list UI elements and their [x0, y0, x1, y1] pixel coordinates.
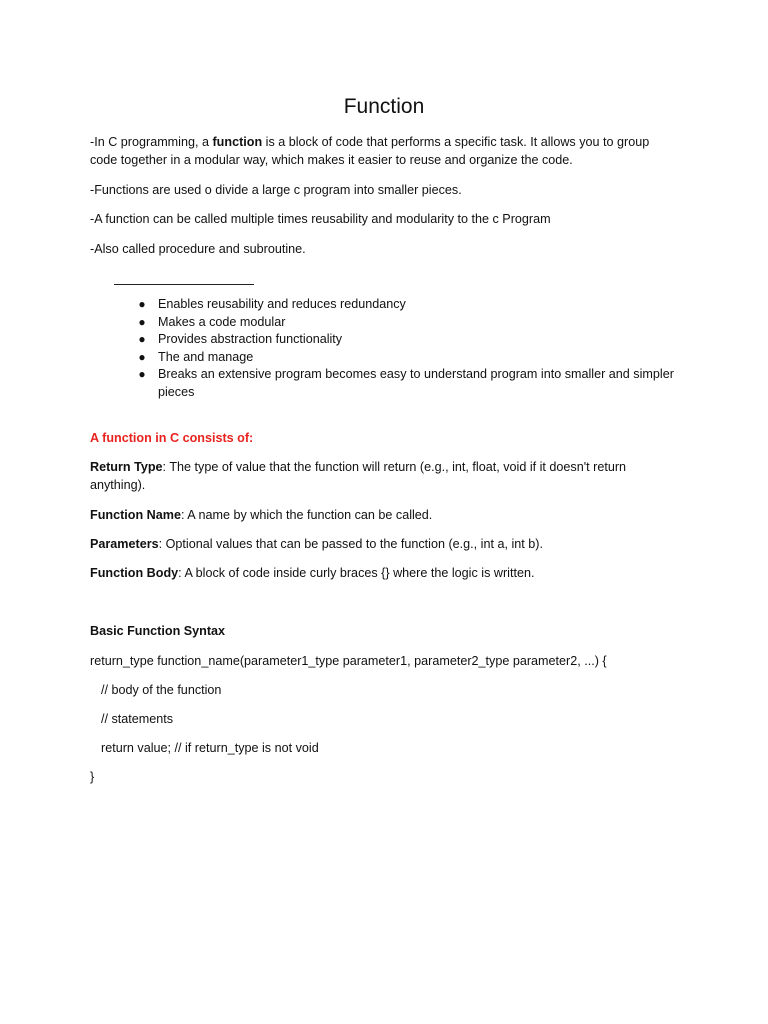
syntax-line-signature: return_type function_name(parameter1_type parameter1, parameter2_type parameter2, ...) {: [90, 654, 607, 668]
list-item-text: The and manage: [158, 349, 254, 364]
return-type-paragraph: [90, 458, 675, 494]
list-item: [138, 331, 678, 349]
function-name-paragraph: [90, 506, 675, 524]
syntax-heading: [90, 622, 675, 640]
function-body-label: Function Body: [90, 566, 179, 580]
bullet-icon: ●: [138, 367, 146, 381]
list-item: [138, 349, 678, 367]
intro-p1-suffix: is a block of code that performs a specific task. It allows you to group code together in a modular way, which makes it easier to reuse and organize the code.: [90, 135, 650, 167]
list-item: [138, 314, 678, 332]
parameters-label: Parameters: [90, 537, 159, 551]
return-type-text: : The type of value that the function will return (e.g., int, float, void if it doesn't return anything).: [90, 460, 627, 492]
intro-paragraph-1: [90, 133, 675, 169]
intro-p1-bold-term: function: [212, 135, 263, 149]
syntax-line-statements-comment: // statements: [101, 712, 174, 726]
intro-paragraph-3: -A function can be called multiple times reusability and modularity to the c Program: [90, 212, 551, 226]
bullet-icon: ●: [138, 297, 146, 311]
intro-paragraph-4: -Also called procedure and subroutine.: [90, 242, 306, 256]
list-item: [138, 296, 678, 314]
syntax-heading-text: Basic Function Syntax: [90, 624, 226, 638]
bullet-icon: ●: [138, 332, 146, 346]
syntax-line-body-comment: // body of the function: [101, 683, 222, 697]
horizontal-rule: [114, 284, 254, 285]
consists-heading: A function in C consists of:: [90, 431, 254, 445]
function-name-text: : A name by which the function can be called.: [180, 508, 433, 522]
intro-paragraph-2: -Functions are used o divide a large c program into smaller pieces.: [90, 183, 462, 197]
bullet-icon: ●: [138, 349, 146, 364]
parameters-paragraph: [90, 535, 675, 553]
list-item-text: Makes a code modular: [158, 314, 286, 329]
intro-p1-prefix: -In C programming, a: [90, 135, 213, 149]
list-item-text: Provides abstraction functionality: [158, 332, 343, 346]
parameters-text: : Optional values that can be passed to the function (e.g., int a, int b).: [158, 537, 543, 551]
list-item-text: Enables reusability and reduces redundancy: [158, 297, 406, 311]
bullet-icon: ●: [138, 314, 146, 329]
benefits-list: [138, 296, 678, 401]
list-item: [138, 366, 678, 401]
list-item-text: Breaks an extensive program becomes easy to understand program into smaller and simpler pieces: [158, 367, 674, 399]
function-body-text: : A block of code inside curly braces {} where the logic is written.: [178, 566, 535, 580]
function-body-paragraph: [90, 564, 675, 582]
return-type-label: Return Type: [90, 460, 163, 474]
syntax-line-closing-brace: }: [90, 770, 95, 784]
syntax-line-return: return value; // if return_type is not void: [101, 741, 319, 755]
page-title: Function: [343, 95, 425, 118]
function-name-label: Function Name: [90, 508, 181, 522]
